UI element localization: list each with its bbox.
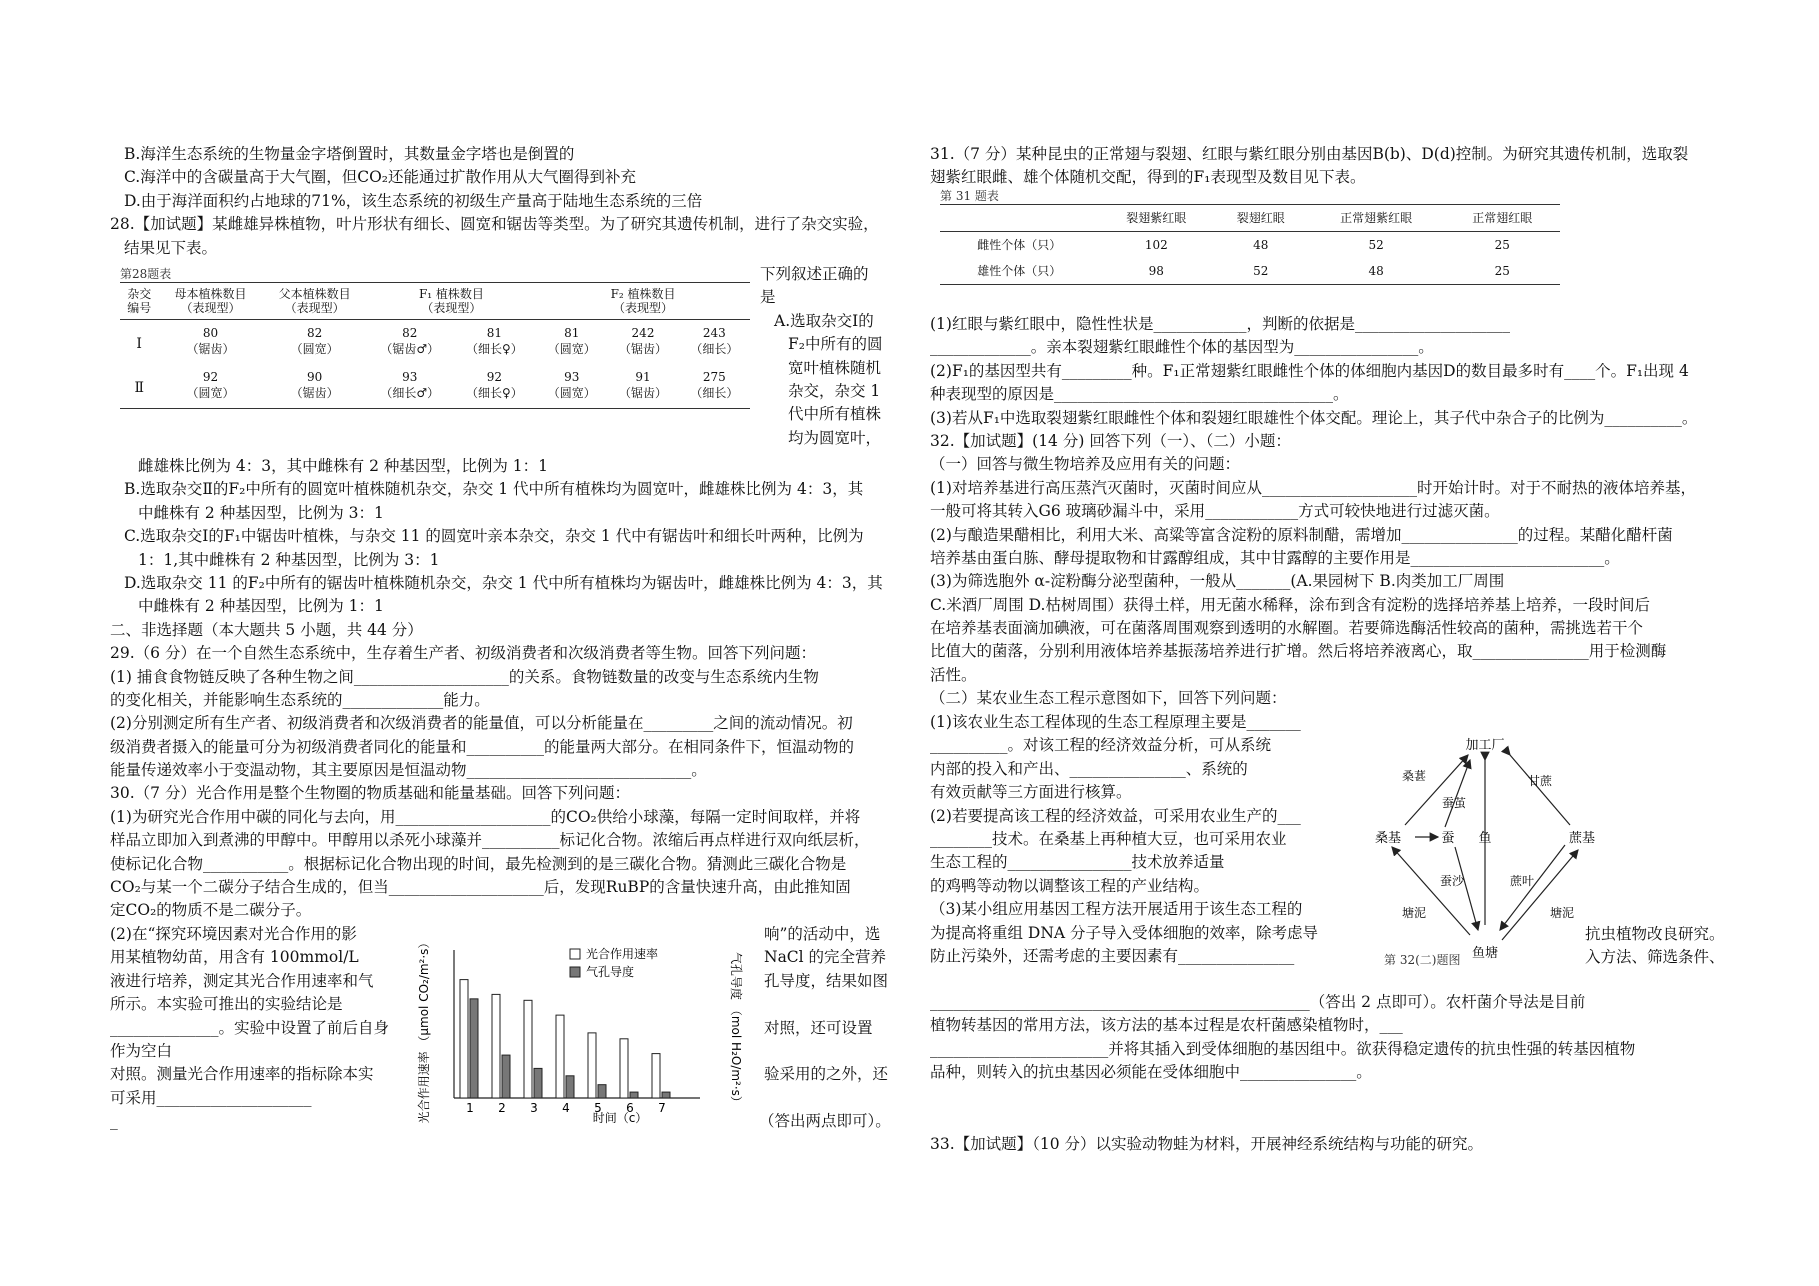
text-line: (1)该农业生态工程体现的生态工程原理主要是_______ xyxy=(930,713,1301,731)
edge-label: 蚕茧 xyxy=(1442,796,1467,810)
text-line: 中雌株有 2 种基因型，比例为 3：1 xyxy=(138,503,384,522)
text-line: 定CO₂的物质不是二碳分子。 xyxy=(110,901,312,920)
text-line: 均为圆宽叶， xyxy=(788,428,882,447)
node-sugarcane-bed: 蔗基 xyxy=(1568,831,1596,846)
text-line: （二）某农业生态工程示意图如下，回答下列问题： xyxy=(930,689,1287,708)
text-line: 雌雄株比例为 4：3，其中雌株有 2 种基因型，比例为 1：1 xyxy=(138,457,549,475)
table-cell: 52 xyxy=(1368,238,1384,252)
text-line: 防止污染外，还需考虑的主要因素有_______________ xyxy=(930,946,1295,965)
text-line: 使标记化合物___________。根据标记化合物出现的时间，最先检测到的是三碳化合物。猜测此三碳化合物是 xyxy=(110,854,847,873)
text-line: 比值大的菌落，分别利用液体培养基振荡培养进行扩增。然后将培养液离心，取_______________用于检测酶 xyxy=(930,642,1667,661)
text-line: 有效贡献等三方面进行核算。 xyxy=(930,783,1132,802)
q29-stem: 29.（6 分）在一个自然生态系统中，生存着生产者、初级消费者和次级消费者等生物。回答下列问题： xyxy=(110,644,816,663)
text-line: 的鸡鸭等动物以调整该工程的产业结构。 xyxy=(930,876,1210,895)
table-header: 裂翅紫红眼 xyxy=(1099,205,1214,232)
text-line: F₂中所有的圆 xyxy=(788,335,883,354)
text-line: 作为空白 xyxy=(110,1041,173,1060)
edge-arrow xyxy=(1445,760,1470,827)
bar-stomatal-conductance xyxy=(566,1076,574,1098)
text-line: 活性。 xyxy=(930,665,977,684)
q27-option-d: D.由于海洋面积约占地球的71%，该生态系统的初级生产量高于陆地生态系统的三倍 xyxy=(124,191,703,210)
text-line xyxy=(764,1039,891,1062)
text-line: (2)分别测定所有生产者、初级消费者和次级消费者的能量值，可以分析能量在_________之间的流动情况。初 xyxy=(110,714,853,733)
text-line: (1)为研究光合作用中碳的同化与去向，用____________________的CO₂供给小球藻，每隔一定时间取样，并将 xyxy=(110,807,861,826)
q28-table-block xyxy=(120,266,750,409)
table-cell: 81 xyxy=(486,326,503,340)
table-cell: I xyxy=(136,336,142,352)
table-cell: （锯齿） xyxy=(618,386,667,400)
text-line: D.选取杂交 11 的F₂中所有的锯齿叶植株随机杂交，杂交 1 代中所有植株均为锯齿叶，雌雄株比例为 4：3，其 xyxy=(124,573,883,592)
table-cell: 80 xyxy=(202,326,219,340)
text-line: C.米酒厂周围 D.枯树周围）获得土样，用无菌水稀释，涂布到含有淀粉的选择培养基上培养，一段时间后 xyxy=(930,595,1650,614)
text-line: 生态工程的________________技术放养适量 xyxy=(930,853,1225,872)
table-row xyxy=(940,232,1560,259)
bar-photosynthesis-rate xyxy=(620,1039,628,1098)
table-cell: 25 xyxy=(1494,264,1510,278)
table-cell: （细长） xyxy=(690,342,739,356)
q30-2-right-text xyxy=(759,922,891,1133)
table-header: 正常翅紫红眼 xyxy=(1308,205,1445,232)
q32b-left-text xyxy=(930,710,1318,967)
section-heading: 二、非选择题（本大题共 5 小题，共 44 分） xyxy=(110,620,423,639)
bar-photosynthesis-rate xyxy=(524,1000,532,1098)
table-cell: （细长♀） xyxy=(466,342,523,356)
node-fish-pond: 鱼塘 xyxy=(1471,946,1499,961)
text-line: 代中所有植株 xyxy=(788,405,882,424)
x-tick-label: 2 xyxy=(498,1101,506,1115)
table-cell: （细长） xyxy=(690,386,739,400)
text-line: 的变化相关，并能影响生态系统的_____________能力。 xyxy=(110,690,490,709)
q28-stem-cont: 结果见下表。 xyxy=(124,238,218,257)
bar-photosynthesis-rate xyxy=(556,1015,564,1098)
text-line: 为提高将重组 DNA 分子导入受体细胞的效率，除考虑导 xyxy=(930,923,1319,942)
x-tick-label: 4 xyxy=(562,1101,570,1115)
table-cell: 90 xyxy=(307,370,323,384)
text-line: 种表现型的原因是____________________________________。 xyxy=(930,385,1349,404)
q30-bar-chart xyxy=(410,930,750,1130)
text-line: (2)与酿造果醋相比，利用大米、高粱等富含淀粉的原料制醋，需增加_______________的过程。某醋化醋杆菌 xyxy=(930,525,1673,544)
bar-stomatal-conductance xyxy=(470,999,478,1098)
text-line: 对照，还可设置 xyxy=(764,1018,873,1037)
text-line: 内部的投入和产出、_______________、系统的 xyxy=(930,759,1248,778)
right-column-cont xyxy=(930,312,1697,710)
q31-stem: 31.（7 分）某种昆虫的正常翅与裂翅、红眼与紫红眼分别由基因B(b)、D(d)控制。为研究其遗传机制，选取裂 xyxy=(930,145,1689,163)
text-line: 液进行培养，测定其光合作用速率和气 xyxy=(110,971,374,990)
text-line: 翅紫红眼雌、雄个体随机交配，得到的F₁表现型及数目见下表。 xyxy=(930,168,1366,187)
text-line: （3)某小组应用基因工程方法开展适用于该生态工程的 xyxy=(930,900,1303,919)
table-header: F₂ 植株数目 （表现型） xyxy=(536,283,750,320)
table-cell: 91 xyxy=(635,370,651,384)
text-line: (3)若从F₁中选取裂翅紫红眼雌性个体和裂翅红眼雄性个体交配。理论上，其子代中杂合子的比例为__________。 xyxy=(930,408,1698,427)
q27-option-c: C.海洋中的含碳量高于大气圈，但CO₂还能通过扩散作用从大气圈得到补充 xyxy=(124,168,637,187)
left-column xyxy=(110,142,910,259)
table-row xyxy=(120,386,750,409)
edge-label: 甘蔗 xyxy=(1528,774,1553,788)
text-line: (2)若要提高该工程的经济效益，可采用农业生产的___ xyxy=(930,806,1301,825)
text-line: _________________________________________________（答出 2 点即可）。农杆菌介导法是目前 xyxy=(930,993,1586,1011)
text-line: B.选取杂交Ⅱ的F₂中所有的圆宽叶植株随机杂交，杂交 1 代中所有植株均为圆宽叶，雌雄株比例为 4：3，其 xyxy=(124,480,864,499)
text-line: 响”的活动中，选 xyxy=(764,925,881,943)
q32b-side-text xyxy=(1585,922,1725,969)
text-line: 验采用的之外，还 xyxy=(764,1065,889,1084)
table-row xyxy=(120,342,750,364)
text-line: 级消费者摄入的能量可分为初级消费者同化的能量和__________的能量两大部分。在相同条件下，恒温动物的 xyxy=(110,737,855,756)
text-line: CO₂与某一个二碳分子结合生成的，但当____________________后，发现RuBP的含量快速升高，由此推知固 xyxy=(110,878,851,897)
node-factory: 加工厂 xyxy=(1465,738,1505,753)
table-cell: （圆宽） xyxy=(290,342,339,356)
edge-label: 蚕沙 xyxy=(1440,874,1465,888)
text-line: 能量传递效率小于变温动物，其主要原因是恒温动物_____________________________。 xyxy=(110,761,707,780)
table-cell: （圆宽） xyxy=(547,342,596,356)
text-line: (2)在“探究环境因素对光合作用的影 xyxy=(110,925,357,943)
edge-label: 桑葚 xyxy=(1402,769,1427,783)
q27-option-b: B.海洋生态系统的生物量金字塔倒置时，其数量金字塔也是倒置的 xyxy=(124,145,575,163)
text-line: (1)对培养基进行高压蒸汽灭菌时，灭菌时间应从____________________时开始计时。对于不耐热的液体培养基， xyxy=(930,478,1696,497)
table-cell: 81 xyxy=(564,326,580,340)
bar-photosynthesis-rate xyxy=(588,1033,596,1098)
table-row xyxy=(940,258,1560,285)
table-header: F₁ 植株数目 （表现型） xyxy=(367,283,536,320)
table-row xyxy=(120,364,750,386)
node-mulberry-bed: 桑基 xyxy=(1374,831,1402,846)
table-header: 裂翅红眼 xyxy=(1214,205,1308,232)
table-cell: 25 xyxy=(1494,238,1510,252)
text-line: 是 xyxy=(760,288,776,307)
bar-stomatal-conductance xyxy=(598,1085,606,1098)
text-line: __________。对该工程的经济效益分析，可从系统 xyxy=(930,736,1272,755)
text-line: (1)红眼与紫红眼中，隐性性状是____________，判断的依据是____________________ xyxy=(930,315,1510,333)
bar-stomatal-conductance xyxy=(534,1068,542,1098)
table-cell: 242 xyxy=(631,326,655,340)
q28-table-caption: 第28题表 xyxy=(120,267,172,281)
table-cell: 48 xyxy=(1368,264,1384,278)
right-column xyxy=(930,142,1688,189)
text-line: _____________。亲本裂翅紫红眼雌性个体的基因型为________________。 xyxy=(930,338,1434,357)
table-cell: 雌性个体（只） xyxy=(977,238,1062,252)
table-cell: 48 xyxy=(1253,238,1269,252)
table-cell: （圆宽） xyxy=(186,386,235,400)
left-column-cont xyxy=(110,454,910,922)
x-tick-label: 3 xyxy=(530,1101,538,1115)
table-cell: 92 xyxy=(486,370,503,384)
legend-swatch xyxy=(570,949,580,959)
table-cell: （锯齿♂） xyxy=(380,342,440,356)
text-line xyxy=(764,1086,891,1109)
table-cell: （锯齿） xyxy=(186,342,235,356)
q28-stem: 28.【加试题】某雌雄异株植物，叶片形状有细长、圆宽和锯齿等类型。为了研究其遗传机制，进行了杂交实验， xyxy=(110,215,879,234)
table-cell: 92 xyxy=(202,370,219,384)
x-tick-label: 1 xyxy=(466,1101,474,1115)
y-axis-label-left: 光合作用速率 （μmol CO₂/m²·s） xyxy=(417,936,431,1124)
q31-table xyxy=(940,204,1560,285)
text-line: NaCl 的完全营养 xyxy=(764,948,887,967)
table-cell: 雄性个体（只） xyxy=(977,264,1062,278)
legend-label: 光合作用速率 xyxy=(586,947,659,961)
right-column-bottom xyxy=(930,990,1635,1084)
text-line: 下列叙述正确的 xyxy=(760,265,869,283)
legend-swatch xyxy=(570,967,580,977)
y-axis-label-right: 气孔导度 （mol H₂O/m²·s） xyxy=(729,952,743,1108)
table-cell: （圆宽） xyxy=(547,386,596,400)
bar-photosynthesis-rate xyxy=(652,1054,660,1098)
text-line: _______________________并将其插入到受体细胞的基因组中。欲获得稳定遗传的抗虫性强的转基因植物 xyxy=(930,1039,1636,1058)
q33-stem: 33.【加试题】（10 分）以实验动物蛙为材料，开展神经系统结构与功能的研究。 xyxy=(930,1135,1484,1153)
table-cell: 52 xyxy=(1253,264,1269,278)
x-tick-label: 7 xyxy=(658,1101,666,1115)
bar-stomatal-conductance xyxy=(662,1092,670,1098)
x-tick-label: 6 xyxy=(626,1101,634,1115)
bar-stomatal-conductance xyxy=(630,1092,638,1098)
edge-arrow xyxy=(1455,847,1478,930)
text-line: 对照。测量光合作用速率的指标除本实 xyxy=(110,1065,374,1084)
text-line: 孔导度，结果如图 xyxy=(764,971,889,990)
text-line: (3)为筛选胞外 α-淀粉酶分泌型菌种，一般从_______(A.果园树下 B.肉类加工厂周围 xyxy=(930,572,1505,591)
table-cell: （锯齿） xyxy=(290,386,339,400)
text-line: 可采用____________________ xyxy=(110,1088,312,1107)
table-cell: 102 xyxy=(1144,238,1168,252)
text-line: 抗虫植物改良研究。 xyxy=(1585,925,1725,943)
legend-label: 气孔导度 xyxy=(586,965,635,979)
bar-stomatal-conductance xyxy=(502,1055,510,1098)
node-silkworm: 蚕 xyxy=(1441,831,1455,846)
q30-2-left-text xyxy=(110,922,389,1133)
text-line: 入方法、筛选条件、 xyxy=(1585,948,1725,967)
text-line: 培养基由蛋白胨、酵母提取物和甘露醇组成，其中甘露醇的主要作用是_________________________。 xyxy=(930,548,1620,567)
text-line: （答出两点即可）。 xyxy=(759,1112,891,1131)
q32-diagram-caption: 第 32(二)题图 xyxy=(1384,953,1461,967)
table-row xyxy=(120,320,750,343)
text-line: 品种，则转入的抗虫基因必须能在受体细胞中_______________。 xyxy=(930,1063,1372,1082)
table-header: 正常翅红眼 xyxy=(1445,205,1560,232)
text-line: 所示。本实验可推出的实验结论是 xyxy=(110,995,343,1014)
x-axis-label: 时间（c） xyxy=(592,1111,648,1125)
text-line: 一般可将其转入G6 玻璃砂漏斗中，采用____________方式可较快地进行过滤灭菌。 xyxy=(930,502,1500,521)
text-line: A.选取杂交Ⅰ的 xyxy=(774,311,874,330)
text-line: 中雌株有 2 种基因型，比例为 1：1 xyxy=(138,597,384,616)
text-line: 杂交，杂交 1 xyxy=(788,381,881,400)
table-cell: 93 xyxy=(564,370,580,384)
table-cell: 93 xyxy=(402,370,418,384)
footer-mark: _ xyxy=(110,1112,118,1131)
edge-label: 塘泥 xyxy=(1402,906,1427,920)
table-cell: 98 xyxy=(1148,264,1164,278)
table-cell: 82 xyxy=(307,326,323,340)
q31-table-caption: 第 31 题表 xyxy=(940,189,999,203)
table-cell: Ⅱ xyxy=(134,380,144,396)
bar-photosynthesis-rate xyxy=(492,994,500,1098)
table-header: 杂交 编号 xyxy=(120,283,158,320)
table-cell: （细长♀） xyxy=(466,386,523,400)
text-line xyxy=(764,992,891,1015)
table-cell: （锯齿） xyxy=(618,342,667,356)
text-line: ______________。实验中设置了前后自身 xyxy=(110,1018,390,1037)
text-line: 宽叶植株随机 xyxy=(788,358,882,377)
text-line: C.选取杂交Ⅰ的F₁中锯齿叶植株，与杂交 11 的圆宽叶亲本杂交，杂交 1 代中有锯齿叶和细长叶两种，比例为 xyxy=(124,527,864,546)
table-header xyxy=(940,205,1099,232)
edge-arrow xyxy=(1502,850,1578,940)
text-line: 植物转基因的常用方法，该方法的基本过程是农杆菌感染植物时，___ xyxy=(930,1016,1403,1035)
text-line: 样品立即加入到煮沸的甲醇中。甲醇用以杀死小球藻并__________标记化合物。浓缩后再点样进行双向纸层析， xyxy=(110,831,870,850)
text-line: (1) 捕食食物链反映了各种生物之间____________________的关系。食物链数量的改变与生态系统内生物 xyxy=(110,667,819,686)
q28-side-text xyxy=(760,262,882,449)
text-line: （一）回答与微生物培养及应用有关的问题： xyxy=(930,455,1241,474)
table-cell: （细长♂） xyxy=(380,386,440,400)
text-line: 在培养基表面滴加碘液，可在菌落周围观察到透明的水解圈。若要筛选酶活性较高的菌种，需挑选若干个 xyxy=(930,619,1644,638)
text-line: 用某植物幼苗，用含有 100mmol/L xyxy=(110,948,359,967)
text-line: 1：1,其中雌株有 2 种基因型，比例为 3：1 xyxy=(138,550,440,569)
node-fish: 鱼 xyxy=(1478,831,1492,846)
q32-ecosystem-diagram xyxy=(1360,735,1600,965)
q28-table xyxy=(120,282,750,409)
q30-stem: 30.（7 分）光合作用是整个生物圈的物质基础和能量基础。回答下列问题： xyxy=(110,784,630,803)
text-line: ________技术。在桑基上再种植大豆，也可采用农业 xyxy=(930,829,1287,848)
table-cell: 243 xyxy=(702,326,726,340)
x-tick-label: 5 xyxy=(594,1101,602,1115)
q32-stem: 32.【加试题】(14 分) 回答下列（一）、（二）小题： xyxy=(930,431,1291,450)
edge-label: 塘泥 xyxy=(1550,906,1575,920)
table-cell: 275 xyxy=(702,370,726,384)
edge-label: 蔗叶 xyxy=(1510,874,1535,888)
q31-table-block xyxy=(940,188,1560,285)
bar-photosynthesis-rate xyxy=(460,980,468,1098)
edge-arrow xyxy=(1510,755,1570,825)
table-header: 母本植株数目 （表现型） xyxy=(158,283,262,320)
table-cell: 82 xyxy=(402,326,418,340)
text-line: (2)F₁的基因型共有_________种。F₁正常翅紫红眼雌性个体的体细胞内基因D的数目最多时有____个。F₁出现 4 xyxy=(930,361,1689,380)
table-header: 父本植株数目 （表现型） xyxy=(263,283,367,320)
